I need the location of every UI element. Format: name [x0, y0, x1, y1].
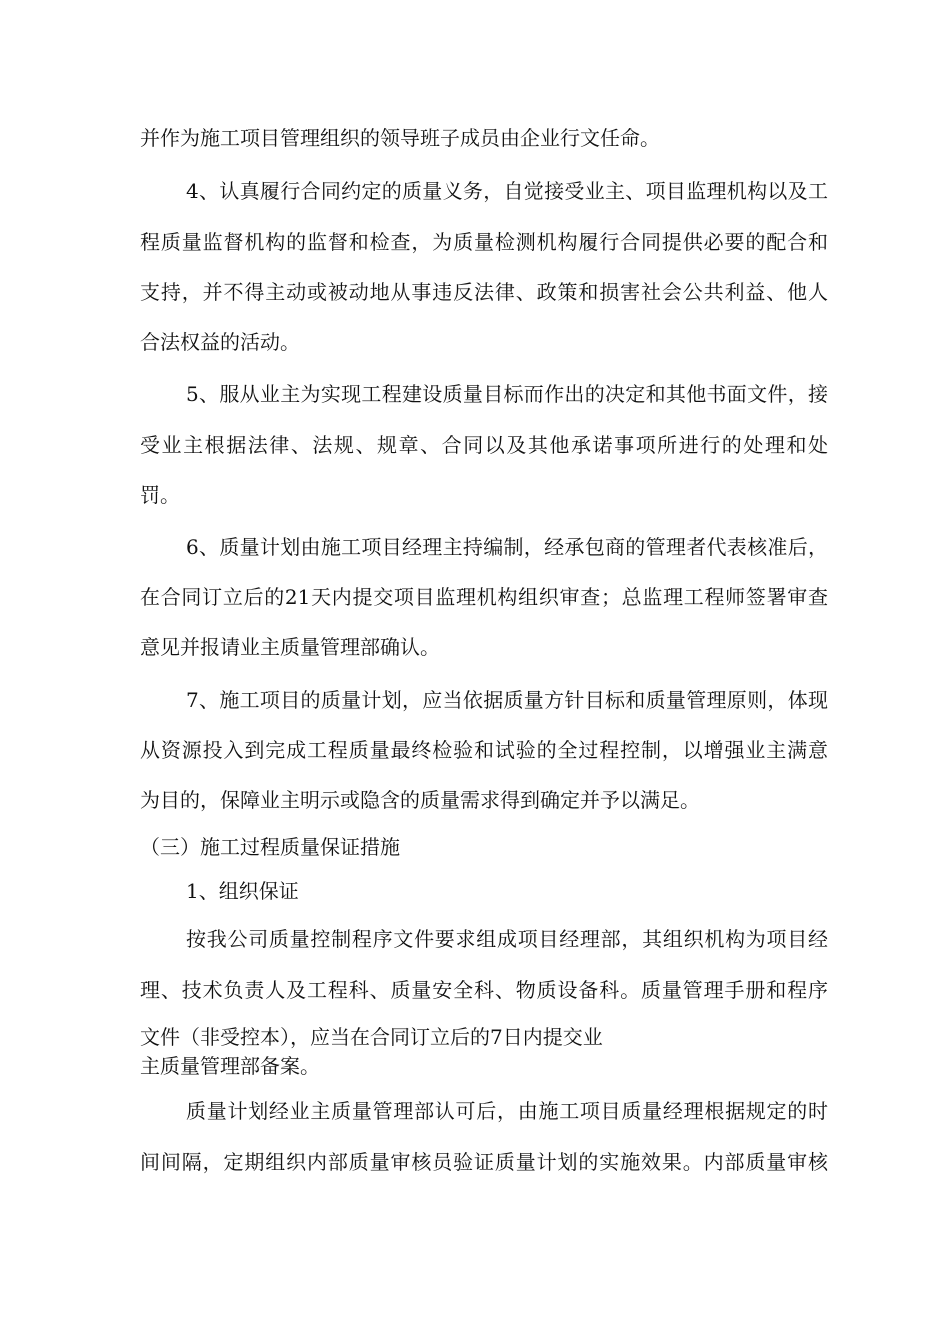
text-line-item-7: 7、施工项目的质量计划，应当依据质量方针目标和质量管理原则，体现: [186, 688, 828, 712]
text-line: 罚。: [140, 483, 180, 507]
text-line-item-5: 5、服从业主为实现工程建设质量目标而作出的决定和其他书面文件，接: [186, 382, 828, 406]
text-line: 支持，并不得主动或被动地从事违反法律、政策和损害社会公共利益、他人: [140, 280, 828, 304]
text-line: 程质量监督机构的监督和检查，为质量检测机构履行合同提供必要的配合和: [140, 230, 828, 254]
text-line-continuation: 并作为施工项目管理组织的领导班子成员由企业行文任命。: [140, 126, 660, 150]
text-line: 文件（非受控本），应当在合同订立后的7日内提交业: [140, 1025, 603, 1049]
section-heading: （三）施工过程质量保证措施: [140, 835, 400, 859]
text-line: 在合同订立后的21天内提交项目监理机构组织审查；总监理工程师签署审查: [140, 585, 828, 609]
text-line: 受业主根据法律、法规、规章、合同以及其他承诺事项所进行的处理和处: [140, 433, 828, 457]
text-line: 质量计划经业主质量管理部认可后，由施工项目质量经理根据规定的时: [186, 1099, 828, 1123]
text-line: 意见并报请业主质量管理部确认。: [140, 635, 440, 659]
text-line: 间间隔，定期组织内部质量审核员验证质量计划的实施效果。内部质量审核: [140, 1150, 828, 1174]
text-line: 为目的，保障业主明示或隐含的质量需求得到确定并予以满足。: [140, 788, 700, 812]
text-line: 按我公司质量控制程序文件要求组成项目经理部，其组织机构为项目经: [186, 927, 828, 951]
text-line: 从资源投入到完成工程质量最终检验和试验的全过程控制，以增强业主满意: [140, 738, 828, 762]
text-line: 主质量管理部备案。: [140, 1054, 320, 1078]
text-line: 理、技术负责人及工程科、质量安全科、物质设备科。质量管理手册和程序: [140, 978, 828, 1002]
text-line: 合法权益的活动。: [140, 330, 300, 354]
subsection-heading: 1、组织保证: [186, 879, 299, 903]
text-line-item-4: 4、认真履行合同约定的质量义务，自觉接受业主、项目监理机构以及工: [186, 179, 828, 203]
text-line-item-6: 6、质量计划由施工项目经理主持编制，经承包商的管理者代表核准后，: [186, 535, 828, 559]
